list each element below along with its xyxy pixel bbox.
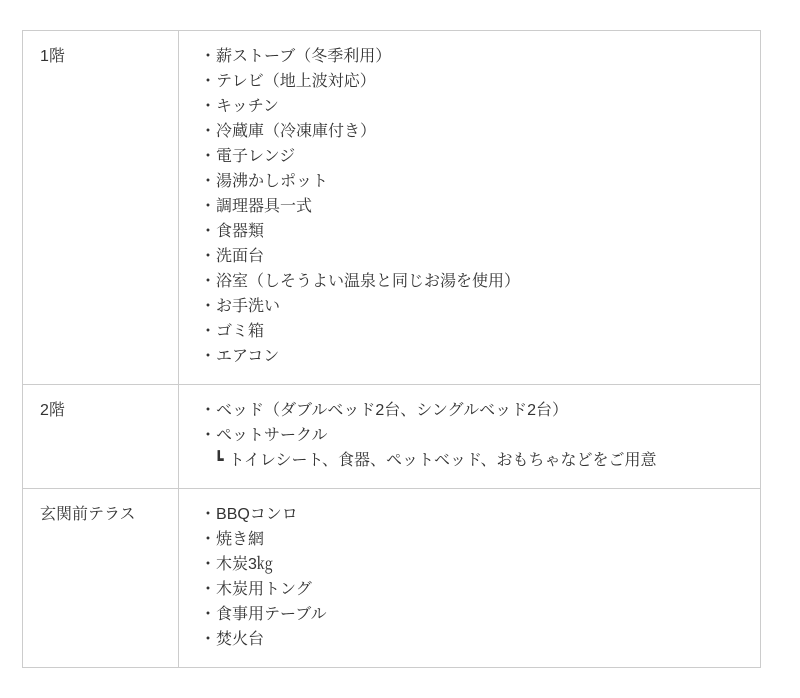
list-item	[200, 269, 750, 294]
list-item	[200, 602, 750, 627]
row-label: 玄関前テラス	[23, 489, 179, 667]
item-text: 木炭用トング	[216, 581, 312, 598]
list-item	[200, 44, 750, 69]
item-text: ベッド（ダブルベッド2台、シングルベッド2台）	[216, 402, 568, 419]
bullet-icon: ・	[200, 223, 217, 240]
list-item	[200, 319, 750, 344]
list-item	[200, 169, 750, 194]
row-content	[179, 385, 760, 488]
list-item	[200, 244, 750, 269]
table-row	[23, 385, 760, 489]
table-row	[23, 31, 760, 385]
item-text: 焼き網	[216, 531, 265, 548]
item-text: 調理器具一式	[216, 198, 313, 215]
list-item	[200, 552, 750, 577]
bullet-icon: ・	[200, 123, 217, 140]
item-text: ゴミ箱	[216, 323, 265, 340]
table-row	[23, 489, 760, 667]
bullet-icon: ・	[200, 556, 217, 573]
list-item	[200, 577, 750, 602]
row-label: 1階	[23, 31, 179, 384]
list-item	[200, 398, 750, 423]
list-item	[200, 94, 750, 119]
bullet-icon: ・	[200, 248, 217, 265]
bullet-icon: ・	[200, 427, 217, 444]
item-text: キッチン	[216, 98, 279, 115]
bullet-icon: ・	[200, 98, 217, 115]
bullet-icon: ・	[200, 506, 217, 523]
row-content	[179, 31, 760, 384]
bullet-icon: ・	[200, 606, 217, 623]
list-item	[200, 144, 750, 169]
sub-list-item	[200, 448, 750, 473]
item-text: 焚火台	[216, 631, 265, 648]
list-item	[200, 219, 750, 244]
item-text: 洗面台	[216, 248, 265, 265]
item-text: 電子レンジ	[216, 148, 296, 165]
item-text: エアコン	[216, 348, 280, 365]
bullet-icon: ・	[200, 348, 217, 365]
bullet-icon: ・	[200, 581, 217, 598]
list-item	[200, 344, 750, 369]
bullet-icon: ・	[200, 198, 217, 215]
item-text: お手洗い	[216, 298, 281, 315]
item-text: BBQコンロ	[216, 506, 298, 523]
list-item	[200, 119, 750, 144]
item-text: 湯沸かしポット	[216, 173, 329, 190]
bullet-icon: ・	[200, 631, 217, 648]
item-text: 木炭3㎏	[216, 556, 273, 573]
bullet-icon: ・	[200, 531, 217, 548]
list-item	[200, 194, 750, 219]
bullet-icon: ・	[200, 73, 217, 90]
bullet-icon: ・	[200, 323, 217, 340]
item-text: ペットサークル	[216, 427, 328, 444]
amenities-table	[22, 30, 761, 668]
item-text: 冷蔵庫（冷凍庫付き）	[216, 123, 377, 140]
item-text: 食器類	[216, 223, 265, 240]
list-item	[200, 502, 750, 527]
bullet-icon: ・	[200, 402, 217, 419]
bullet-icon: ・	[200, 173, 217, 190]
row-content	[179, 489, 760, 667]
list-item	[200, 627, 750, 652]
bullet-icon: ・	[200, 48, 217, 65]
list-item	[200, 69, 750, 94]
bullet-icon: ・	[200, 273, 217, 290]
item-text: 浴室（しそうよい温泉と同じお湯を使用）	[216, 273, 521, 290]
item-text: テレビ（地上波対応）	[216, 73, 376, 90]
bullet-icon: ・	[200, 298, 217, 315]
bullet-icon: ・	[200, 148, 217, 165]
row-label: 2階	[23, 385, 179, 488]
branch-icon: ┗	[214, 452, 224, 469]
list-item	[200, 423, 750, 448]
item-text: 薪ストーブ（冬季利用）	[216, 48, 392, 65]
item-text: 食事用テーブル	[216, 606, 327, 623]
list-item	[200, 527, 750, 552]
list-item	[200, 294, 750, 319]
item-text: トイレシート、食器、ペットベッド、おもちゃなどをご用意	[228, 452, 657, 469]
